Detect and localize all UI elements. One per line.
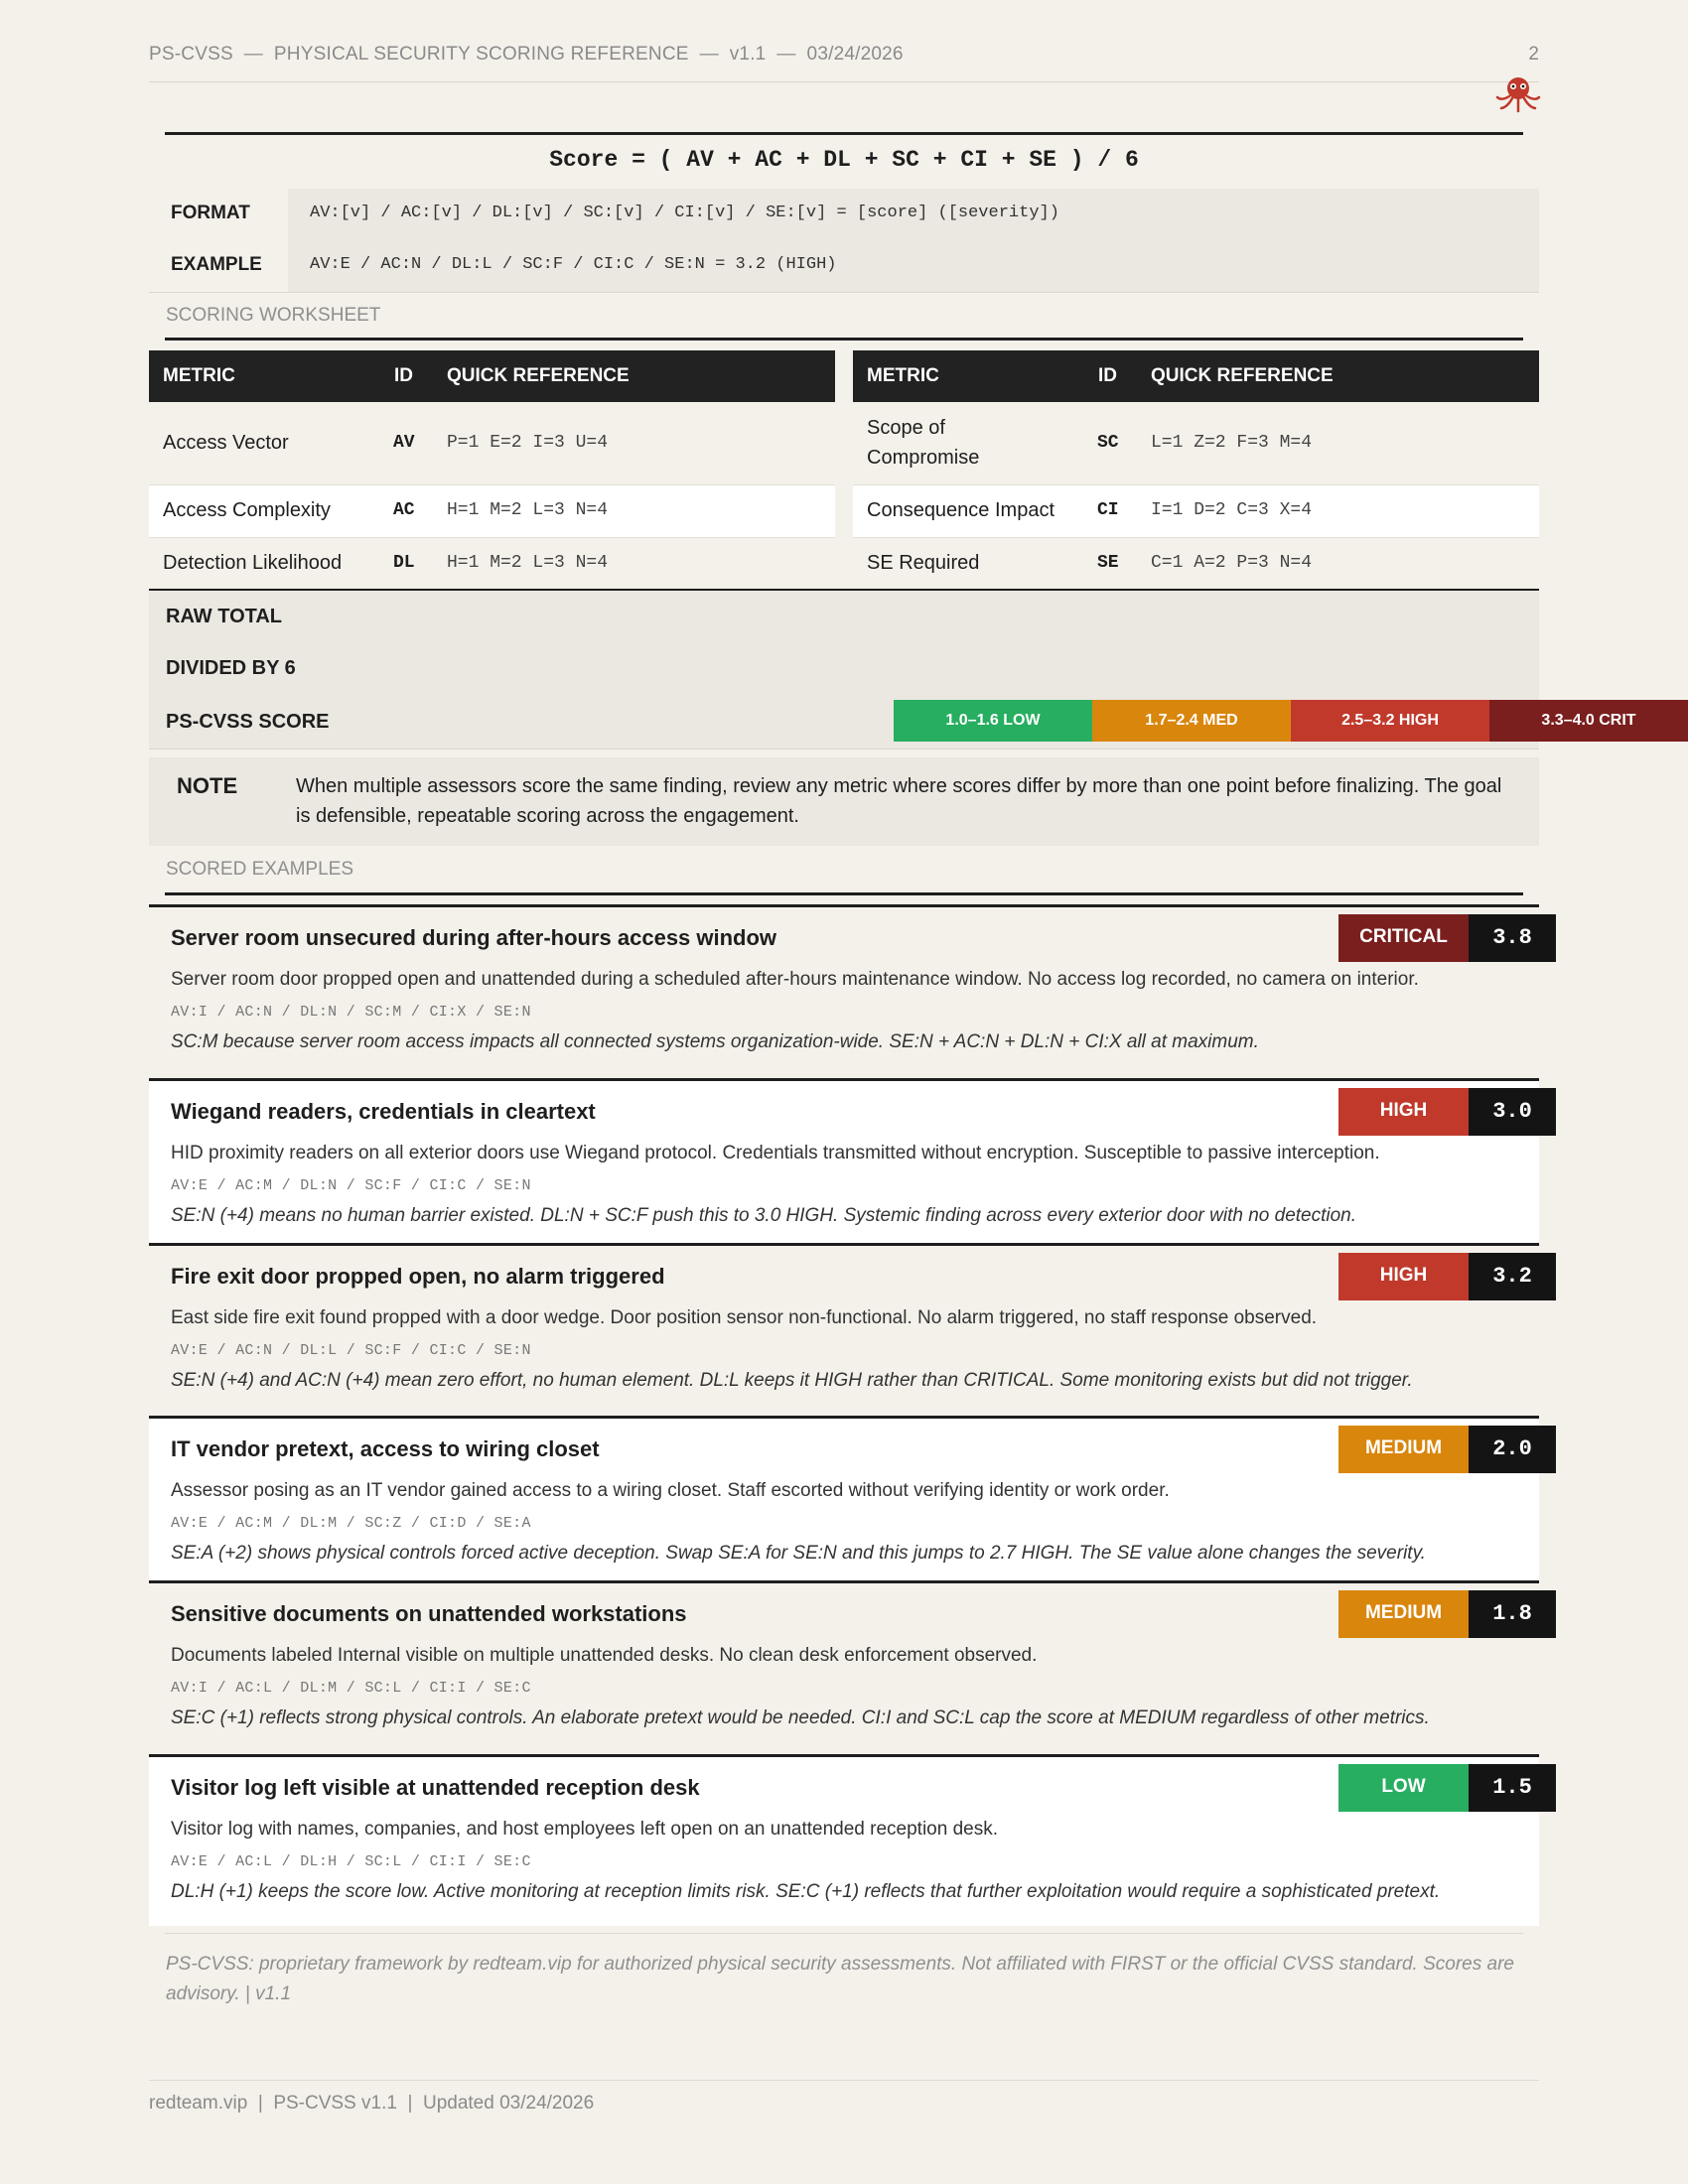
example-card	[149, 1754, 1539, 1926]
disclaimer-text: PS-CVSS: proprietary framework by redteam.vip for authorized physical security assessments. Not affiliated with FIRST or the official CVSS standard. Scores are advisory. | v1.1	[166, 1954, 1514, 2004]
score-badge: 1.5	[1469, 1764, 1556, 1812]
example-rationale: SE:A (+2) shows physical controls forced active deception. Swap SE:A for SE:N and this jumps to 2.7 HIGH. The SE value alone changes the severity.	[171, 1543, 1426, 1564]
format-label: FORMAT	[149, 189, 288, 240]
score-badge: 3.8	[1469, 914, 1556, 962]
metric-name: Detection Likelihood	[163, 552, 343, 574]
note-text: When multiple assessors score the same finding, review any metric where scores differ by more than one point before finalizing. The goal is defensible, repeatable scoring across the engagement.	[296, 775, 1502, 827]
example-rationale: SE:C (+1) reflects strong physical controls. An elaborate pretext would be needed. CI:I and SC:L cap the score at MEDIUM regardless of other metrics.	[171, 1707, 1430, 1728]
example-description: Server room door propped open and unattended during a scheduled after-hours maintenance window. No access log recorded, no camera on interior.	[171, 969, 1419, 990]
example-card	[149, 1580, 1539, 1757]
header-id: ID	[1098, 365, 1117, 386]
score-badge: 3.2	[1469, 1253, 1556, 1300]
metric-quick-ref: H=1 M=2 L=3 N=4	[447, 553, 609, 573]
severity-scale	[894, 700, 1688, 742]
examples-rule	[165, 892, 1523, 895]
metric-name: Access Complexity	[163, 499, 331, 521]
example-title: Wiegand readers, credentials in cleartext	[171, 1099, 596, 1124]
example-vector: AV:I / AC:L / DL:M / SC:L / CI:I / SE:C	[171, 1680, 531, 1697]
disclaimer-rule	[165, 1933, 1523, 1934]
divided-by-label: DIVIDED BY 6	[166, 657, 296, 679]
top-rule	[165, 132, 1523, 135]
examples-section-label: SCORED EXAMPLES	[166, 859, 353, 880]
example-rationale: SC:M because server room access impacts all connected systems organization-wide. SE:N + AC:N + DL:N + CI:X all at maximum.	[171, 1031, 1259, 1052]
metric-table-header	[853, 350, 1539, 402]
footer-text: redteam.vip | PS-CVSS v1.1 | Updated 03/24/2026	[149, 2093, 595, 2114]
metric-row-dl	[149, 538, 835, 591]
metric-id: SE	[1097, 553, 1119, 573]
example-title: IT vendor pretext, access to wiring closet	[171, 1436, 600, 1461]
metric-name: Consequence Impact	[867, 499, 1055, 521]
severity-low-band: 1.0–1.6 LOW	[894, 700, 1092, 742]
page-header	[149, 42, 1539, 82]
metric-quick-ref: H=1 M=2 L=3 N=4	[447, 500, 609, 520]
header-id: ID	[394, 365, 413, 386]
metric-id: DL	[393, 553, 415, 573]
note-label: NOTE	[177, 773, 238, 798]
example-vector: AV:E / AC:M / DL:M / SC:Z / CI:D / SE:A	[171, 1515, 531, 1532]
metric-id: AV	[393, 433, 415, 453]
example-description: East side fire exit found propped with a door wedge. Door position sensor non-functional. No alarm triggered, no staff response observed.	[171, 1307, 1318, 1328]
severity-badge: MEDIUM	[1338, 1590, 1469, 1638]
example-title: Sensitive documents on unattended workstations	[171, 1601, 687, 1626]
header-quick-reference: QUICK REFERENCE	[447, 365, 630, 386]
format-row	[149, 189, 1539, 241]
example-card	[149, 1416, 1539, 1583]
severity-badge: LOW	[1338, 1764, 1469, 1812]
metric-name: Access Vector	[163, 432, 289, 454]
example-title: Fire exit door propped open, no alarm triggered	[171, 1264, 665, 1289]
example-vector: AV:E / AC:M / DL:N / SC:F / CI:C / SE:N	[171, 1177, 531, 1194]
metric-quick-ref: L=1 Z=2 F=3 M=4	[1151, 433, 1313, 453]
severity-badge: CRITICAL	[1338, 914, 1469, 962]
example-vector: AV:E / AC:N / DL:L / SC:F / CI:C / SE:N	[171, 1342, 531, 1359]
octopus-logo-icon	[1493, 71, 1543, 117]
metric-row-av	[149, 402, 835, 485]
example-title: Server room unsecured during after-hours access window	[171, 925, 777, 950]
header-metric: METRIC	[867, 365, 939, 386]
worksheet-section-label: SCORING WORKSHEET	[166, 305, 381, 326]
example-description: Visitor log with names, companies, and host employees left open on an unattended reception desk.	[171, 1819, 999, 1840]
metric-name: Scope of Compromise	[867, 417, 980, 469]
score-badge: 3.0	[1469, 1088, 1556, 1136]
divided-by-row	[149, 642, 1539, 695]
example-description: Assessor posing as an IT vendor gained access to a wiring closet. Staff escorted without verifying identity or work order.	[171, 1480, 1170, 1501]
example-card	[149, 904, 1539, 1081]
metric-id: AC	[393, 500, 415, 520]
metric-row-ac	[149, 485, 835, 538]
metric-name: SE Required	[867, 552, 980, 574]
metric-id: CI	[1097, 500, 1119, 520]
metric-row-sc	[853, 402, 1539, 485]
metric-quick-ref: C=1 A=2 P=3 N=4	[1151, 553, 1313, 573]
severity-badge: HIGH	[1338, 1088, 1469, 1136]
score-badge: 2.0	[1469, 1426, 1556, 1473]
example-rationale: DL:H (+1) keeps the score low. Active monitoring at reception limits risk. SE:C (+1) reflects that further exploitation would require a sophisticated pretext.	[171, 1881, 1441, 1902]
severity-badge: HIGH	[1338, 1253, 1469, 1300]
example-description: Documents labeled Internal visible on multiple unattended desks. No clean desk enforcement observed.	[171, 1645, 1038, 1666]
example-value: AV:E / AC:N / DL:L / SC:F / CI:C / SE:N = 3.2 (HIGH)	[288, 240, 1539, 292]
metric-table-left	[149, 350, 835, 591]
example-description: HID proximity readers on all exterior doors use Wiegand protocol. Credentials transmitted without encryption. Susceptible to passive interception.	[171, 1143, 1380, 1163]
page-footer	[149, 2080, 1539, 2114]
raw-total-label: RAW TOTAL	[166, 606, 283, 627]
metric-quick-ref: P=1 E=2 I=3 U=4	[447, 433, 609, 453]
metric-quick-ref: I=1 D=2 C=3 X=4	[1151, 500, 1313, 520]
example-rationale: SE:N (+4) means no human barrier existed. DL:N + SC:F push this to 3.0 HIGH. Systemic finding across every exterior door with no detection.	[171, 1205, 1357, 1226]
severity-medium-band: 1.7–2.4 MED	[1092, 700, 1291, 742]
page-number: 2	[1528, 44, 1539, 65]
raw-total-row	[149, 591, 1539, 643]
metric-id: SC	[1097, 433, 1119, 453]
note-box	[149, 757, 1539, 846]
severity-high-band: 2.5–3.2 HIGH	[1291, 700, 1489, 742]
header-quick-reference: QUICK REFERENCE	[1151, 365, 1334, 386]
score-row	[149, 694, 1636, 750]
example-card	[149, 1243, 1539, 1419]
format-value: AV:[v] / AC:[v] / DL:[v] / SC:[v] / CI:[v] / SE:[v] = [score] ([severity])	[288, 189, 1539, 240]
worksheet-rule	[165, 338, 1523, 341]
example-vector: AV:E / AC:L / DL:H / SC:L / CI:I / SE:C	[171, 1853, 531, 1870]
severity-badge: MEDIUM	[1338, 1426, 1469, 1473]
example-row	[149, 240, 1539, 293]
metric-table-header	[149, 350, 835, 402]
example-rationale: SE:N (+4) and AC:N (+4) mean zero effort, no human element. DL:L keeps it HIGH rather than CRITICAL. Some monitoring exists but did not trigger.	[171, 1370, 1413, 1391]
example-card	[149, 1078, 1539, 1246]
score-label: PS-CVSS SCORE	[166, 711, 330, 733]
header-title: PS-CVSS — PHYSICAL SECURITY SCORING REFERENCE — v1.1 — 03/24/2026	[149, 44, 904, 65]
metric-row-se	[853, 538, 1539, 591]
example-title: Visitor log left visible at unattended reception desk	[171, 1775, 700, 1800]
example-label: EXAMPLE	[149, 240, 288, 292]
severity-critical-band: 3.3–4.0 CRIT	[1489, 700, 1688, 742]
header-metric: METRIC	[163, 365, 235, 386]
metric-table-right	[853, 350, 1539, 591]
score-formula: Score = ( AV + AC + DL + SC + CI + SE ) / 6	[549, 147, 1139, 173]
example-vector: AV:I / AC:N / DL:N / SC:M / CI:X / SE:N	[171, 1004, 531, 1021]
metric-row-ci	[853, 485, 1539, 538]
score-badge: 1.8	[1469, 1590, 1556, 1638]
